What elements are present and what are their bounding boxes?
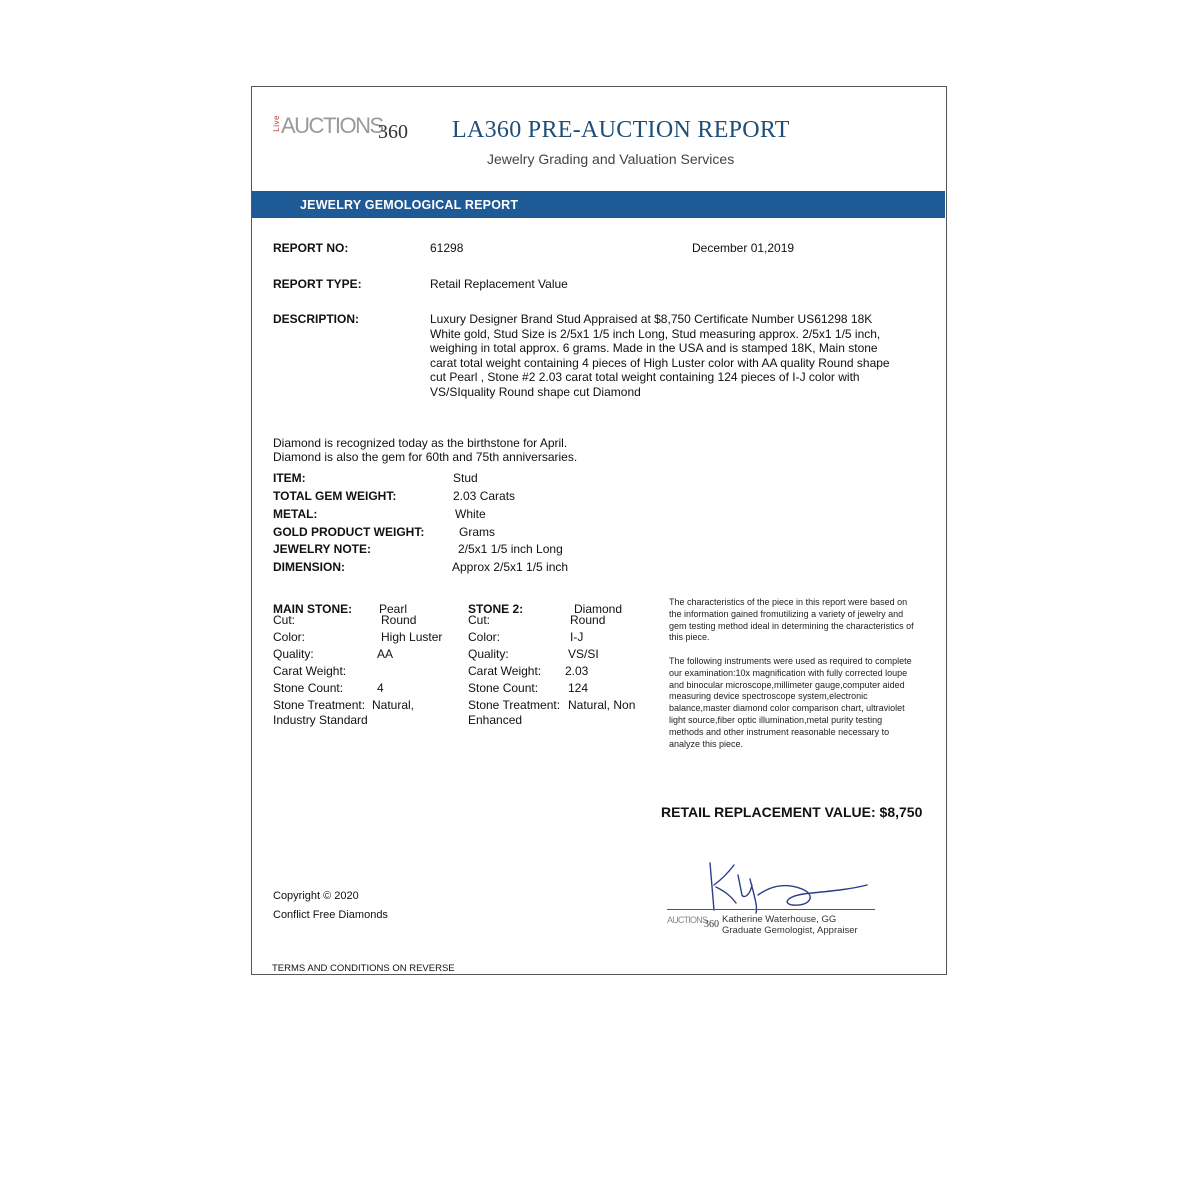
main-stone-quality: AA — [377, 647, 394, 661]
signature-logo-auctions: AUCTIONS — [667, 915, 708, 925]
main-stone-count-label: Stone Count: — [273, 681, 344, 695]
birthstone-line-1: Diamond is recognized today as the birthstone for April. — [273, 436, 568, 450]
main-stone-color-label: Color: — [273, 630, 306, 644]
signature-line — [667, 909, 875, 910]
report-no-label: REPORT NO: — [273, 241, 349, 255]
main-stone-cut-label: Cut: — [273, 613, 296, 627]
spec-label-total-gem-weight: TOTAL GEM WEIGHT: — [273, 489, 397, 503]
report-no-value: 61298 — [430, 241, 464, 255]
stone2-color-label: Color: — [468, 630, 501, 644]
main-stone-treatment: Natural, — [372, 698, 415, 712]
main-stone-treatment-2: Industry Standard — [273, 713, 368, 727]
spec-label-jewelry-note: JEWELRY NOTE: — [273, 542, 372, 556]
terms-text: TERMS AND CONDITIONS ON REVERSE — [272, 963, 455, 974]
spec-value-gold-weight: Grams — [459, 525, 495, 539]
spec-label-item: ITEM: — [273, 471, 306, 485]
report-date: December 01,2019 — [692, 241, 795, 255]
report-type-label: REPORT TYPE: — [273, 277, 362, 291]
signature-role: Graduate Gemologist, Appraiser — [722, 925, 858, 936]
spec-value-metal: White — [455, 507, 486, 521]
main-stone-name: Pearl — [379, 602, 408, 616]
stone2-treatment-label: Stone Treatment: — [468, 698, 561, 712]
stone2-quality-label: Quality: — [468, 647, 509, 661]
characteristics-note: The characteristics of the piece in this report were based on the information gained fromutilizing a variety of jewelry and gem testing method ideal in determining the characteristics of this piece. — [669, 597, 914, 643]
stone2-carat-label: Carat Weight: — [468, 664, 542, 678]
logo-live-text: Live — [272, 115, 281, 132]
spec-label-dimension: DIMENSION: — [273, 560, 345, 574]
stone2-treatment: Natural, Non — [568, 698, 636, 712]
retail-replacement-value: RETAIL REPLACEMENT VALUE: $8,750 — [661, 804, 923, 820]
main-stone-quality-label: Quality: — [273, 647, 314, 661]
main-stone-cut: Round — [381, 613, 417, 627]
stone2-treatment-2: Enhanced — [468, 713, 523, 727]
logo-360-text: 360 — [378, 121, 408, 143]
instruments-note: The following instruments were used as required to complete our examination:10x magnification with fully corrected loupe and binocular microscope,millimeter gauge,computer aided measuring device spectroscope system,electronic balance,master diamond color comparison chart, ultraviolet light source,fiber optic illumination,metal purity testing methods and other instrument reasonable necessary to analyze this piece. — [669, 656, 912, 749]
signature-logo-360: 360 — [704, 919, 719, 930]
report-document — [251, 86, 947, 975]
copyright-text: Copyright © 2020 — [273, 890, 359, 902]
stone2-name: Diamond — [574, 602, 623, 616]
main-stone-color: High Luster — [381, 630, 443, 644]
description-text: Luxury Designer Brand Stud Appraised at $8,750 Certificate Number US61298 18K White gold, Stud Size is 2/5x1 1/5 inch Long, Stud measuring approx. 2/5x1 1/5 inch, weighing in total approx. 6 grams. Made in the USA and is stamped 18K, Main stone carat total weight containing 4 pieces of High Luster color with AA quality Round shape cut Pearl , Stone #2 2.03 carat total weight containing 124 pieces of I-J color with VS/SIquality Round shape cut Diamond — [430, 312, 890, 399]
signature-name: Katherine Waterhouse, GG — [722, 914, 837, 925]
stone2-count: 124 — [568, 681, 589, 695]
stone2-heading: STONE 2: — [468, 602, 524, 616]
banner-title: JEWELRY GEMOLOGICAL REPORT — [300, 198, 519, 212]
birthstone-line-2: Diamond is also the gem for 60th and 75th anniversaries. — [273, 450, 578, 464]
stone2-cut: Round — [570, 613, 606, 627]
main-stone-count: 4 — [377, 681, 384, 695]
stone2-cut-label: Cut: — [468, 613, 491, 627]
stone2-count-label: Stone Count: — [468, 681, 539, 695]
main-stone-treatment-label: Stone Treatment: — [273, 698, 366, 712]
report-subtitle: Jewelry Grading and Valuation Services — [487, 151, 735, 167]
stone2-color: I-J — [570, 630, 584, 644]
description-label: DESCRIPTION: — [273, 312, 360, 326]
main-stone-carat-label: Carat Weight: — [273, 664, 347, 678]
spec-label-gold-weight: GOLD PRODUCT WEIGHT: — [273, 525, 425, 539]
spec-label-metal: METAL: — [273, 507, 318, 521]
report-title: LA360 PRE-AUCTION REPORT — [452, 117, 790, 143]
spec-value-jewelry-note: 2/5x1 1/5 inch Long — [458, 542, 563, 556]
stone2-carat: 2.03 — [565, 664, 589, 678]
logo-auctions-text: AUCTIONS — [281, 113, 383, 138]
signature-scribble — [692, 855, 892, 915]
spec-value-item: Stud — [453, 471, 478, 485]
spec-value-total-gem-weight: 2.03 Carats — [453, 489, 516, 503]
auctions360-logo — [272, 113, 412, 147]
conflict-free-text: Conflict Free Diamonds — [273, 909, 388, 921]
report-type-value: Retail Replacement Value — [430, 277, 568, 291]
stone2-quality: VS/SI — [568, 647, 599, 661]
main-stone-heading: MAIN STONE: — [273, 602, 353, 616]
spec-value-dimension: Approx 2/5x1 1/5 inch — [452, 560, 569, 574]
